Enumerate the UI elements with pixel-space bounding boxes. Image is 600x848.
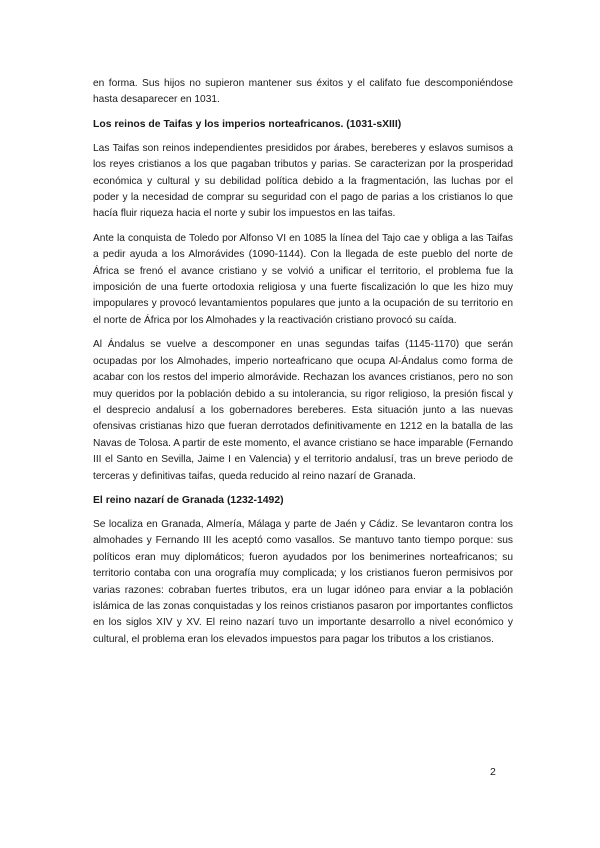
paragraph-taifas-3: Al Ándalus se vuelve a descomponer en unas segundas taifas (1145-1170) que serán ocupadas por los Almohades, imperio norteafricano que ocupa Al-Ándalus como forma de acabar con los restos del imperio almorávide. Rechazan los avances cristianos, pero no son muy queridos por la población debido a su intolerancia, su rigor religioso, la presión fiscal y el desprecio andalusí a los gobernadores bereberes. Esta situación junto a las nuevas ofensivas cristianas hizo que fueran derrotados definitivamente en 1212 en la batalla de las Navas de Tolosa. A partir de este momento, el avance cristiano se hace imparable (Fernando III el Santo en Sevilla, Jaime I en Valencia) y el territorio andalusí, tras un breve periodo de terceras y definitivas taifas, queda reducido al reino nazarí de Granada.	[93, 339, 513, 482]
section-heading-granada: El reino nazarí de Granada (1232-1492)	[93, 494, 284, 506]
paragraph-taifas-1: Las Taifas son reinos independientes presididos por árabes, bereberes y eslavos sumisos a los reyes cristianos a los que pagaban tributos y parias. Se caracterizan por la prosperidad económica y cultural y su debilidad política debido a la fragmentación, las luchas por el poder y la necesidad de comprar su seguridad con el pago de parias a los cristianos lo que hacía fluir riqueza hacia el norte y subir los impuestos en las taifas.	[93, 142, 513, 220]
paragraph-granada-1: Se localiza en Granada, Almería, Málaga y parte de Jaén y Cádiz. Se levantaron contra los almohades y Fernando III les aceptó como vasallos. Se mantuvo tanto tiempo porque: sus políticos eran muy diplomáticos; fueron ayudados por los benimerines norteafricanos; su territorio contaba con una orografía muy complicada; y los cristianos fueron permisivos por varias razones: cobraban fuertes tributos, era un lugar idóneo para enviar a la población islámica de las zonas conquistadas y los reinos cristianos pasaron por importantes conflictos en los siglos XIV y XV. El reino nazarí tuvo un importante desarrollo a nivel económico y cultural, el problema eran los elevados impuestos para pagar los tributos a los cristianos.	[93, 518, 513, 645]
paragraph-taifas-2: Ante la conquista de Toledo por Alfonso VI en 1085 la línea del Tajo cae y obliga a las Taifas a pedir ayuda a los Almorávides (1090-1144). Con la llegada de este pueblo del norte de África se frenó el avance cristiano y se volvió a unificar el territorio, el problema fue la imposición de una fuerte ortodoxia religiosa y una fuerte fiscalización lo que les hizo muy impopulares y provocó levantamientos populares que junto a la ocupación de su territorio en el norte de África por los Almohades y la reactivación cristiano provocó su caída.	[93, 232, 513, 326]
page-number: 2	[490, 766, 496, 778]
intro-paragraph: en forma. Sus hijos no supieron mantener sus éxitos y el califato fue descomponiéndose hasta desaparecer en 1031.	[93, 78, 513, 106]
section-heading-taifas: Los reinos de Taifas y los imperios norteafricanos. (1031-sXIII)	[93, 118, 402, 130]
document-body	[93, 76, 513, 656]
